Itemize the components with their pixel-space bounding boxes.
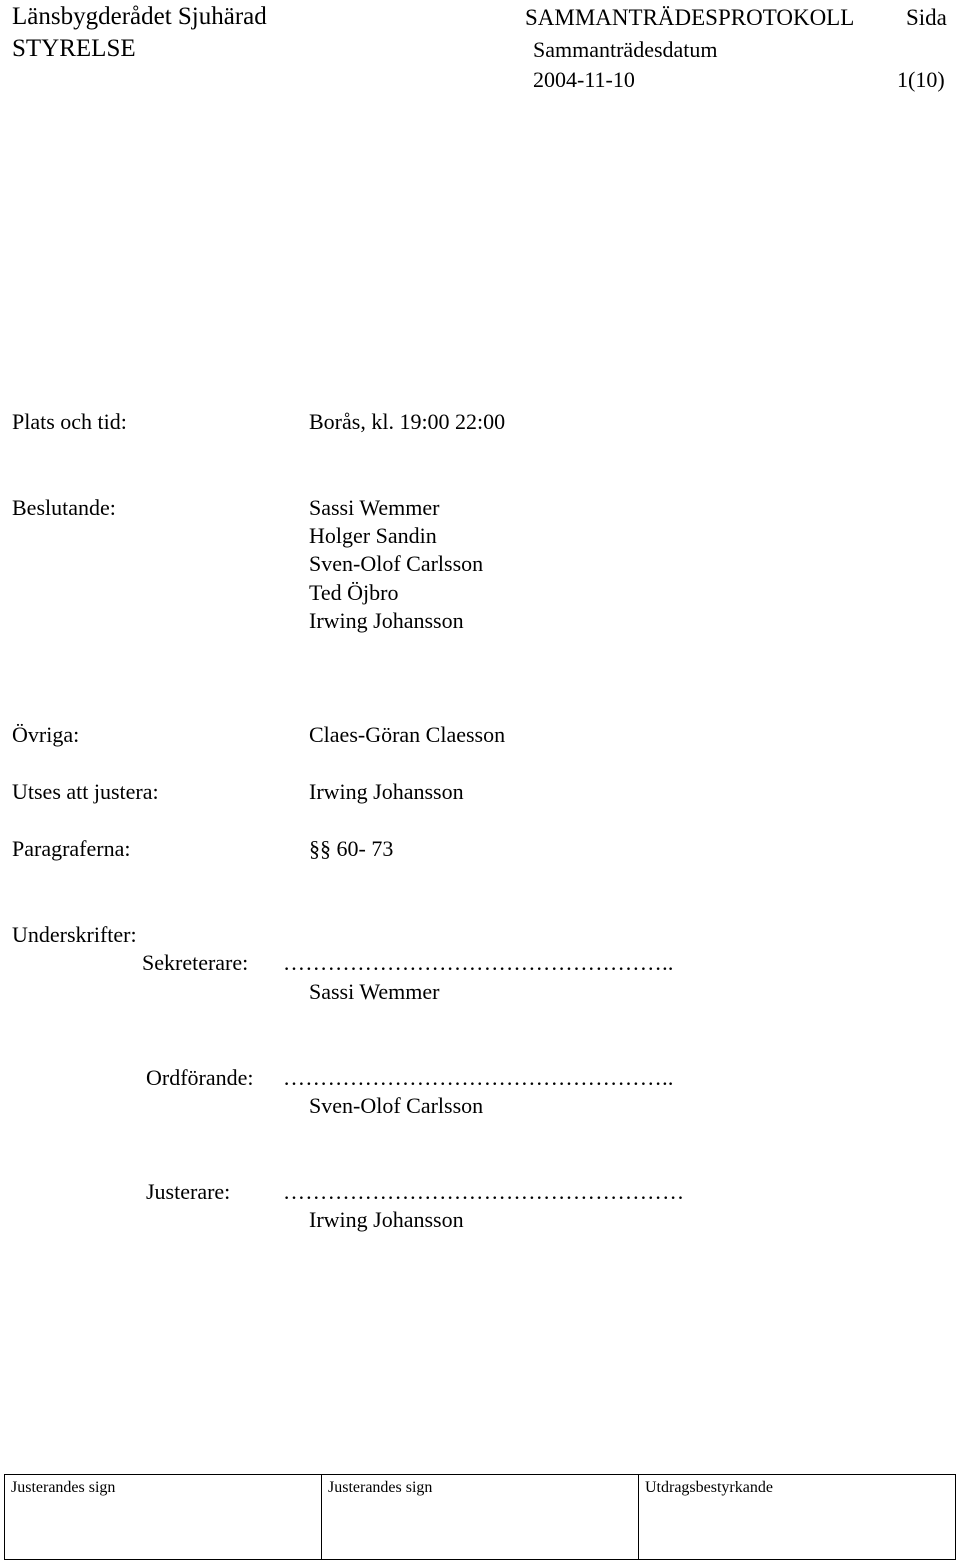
deciding-member: Sven-Olof Carlsson bbox=[309, 551, 484, 576]
secretary-signature-line: …………………………………………….. bbox=[283, 950, 674, 975]
paragraphs-range: §§ 60- 73 bbox=[309, 836, 394, 861]
adjuster-sign-label: Justerare: bbox=[146, 1179, 231, 1204]
deciding-label: Beslutande: bbox=[12, 495, 116, 520]
page-number: 1(10) bbox=[897, 67, 945, 92]
adjuster-sign-name: Irwing Johansson bbox=[309, 1207, 464, 1232]
date-label: Sammanträdesdatum bbox=[533, 37, 718, 62]
page-label: Sida bbox=[906, 5, 947, 30]
board-name: STYRELSE bbox=[12, 35, 136, 62]
adjuster-label: Utses att justera: bbox=[12, 779, 159, 804]
deciding-member: Ted Öjbro bbox=[309, 580, 399, 605]
place-time-label: Plats och tid: bbox=[12, 409, 127, 434]
deciding-member: Holger Sandin bbox=[309, 523, 437, 548]
chair-name: Sven-Olof Carlsson bbox=[309, 1093, 484, 1118]
deciding-member: Irwing Johansson bbox=[309, 608, 464, 633]
footer-cell: Utdragsbestyrkande bbox=[645, 1479, 773, 1496]
paragraphs-label: Paragraferna: bbox=[12, 836, 131, 861]
secretary-name: Sassi Wemmer bbox=[309, 979, 440, 1004]
deciding-member: Sassi Wemmer bbox=[309, 495, 440, 520]
others-label: Övriga: bbox=[12, 722, 80, 747]
chair-label: Ordförande: bbox=[146, 1065, 254, 1090]
adjuster-signature-line: ……………………………………………… bbox=[283, 1179, 685, 1204]
chair-signature-line: …………………………………………….. bbox=[283, 1065, 674, 1090]
secretary-label: Sekreterare: bbox=[142, 950, 249, 975]
footer-cell: Justerandes sign bbox=[322, 1475, 639, 1559]
place-time: Borås, kl. 19:00 22:00 bbox=[309, 409, 506, 434]
others-name: Claes-Göran Claesson bbox=[309, 722, 506, 747]
doc-type: SAMMANTRÄDESPROTOKOLL bbox=[525, 5, 855, 30]
signatures-label: Underskrifter: bbox=[12, 922, 137, 947]
adjuster-name: Irwing Johansson bbox=[309, 779, 464, 804]
org-name: Länsbygderådet Sjuhärad bbox=[12, 3, 267, 30]
footer-sign-table bbox=[4, 1474, 956, 1560]
footer-cell: Justerandes sign bbox=[5, 1475, 322, 1559]
meeting-date: 2004-11-10 bbox=[533, 67, 635, 92]
